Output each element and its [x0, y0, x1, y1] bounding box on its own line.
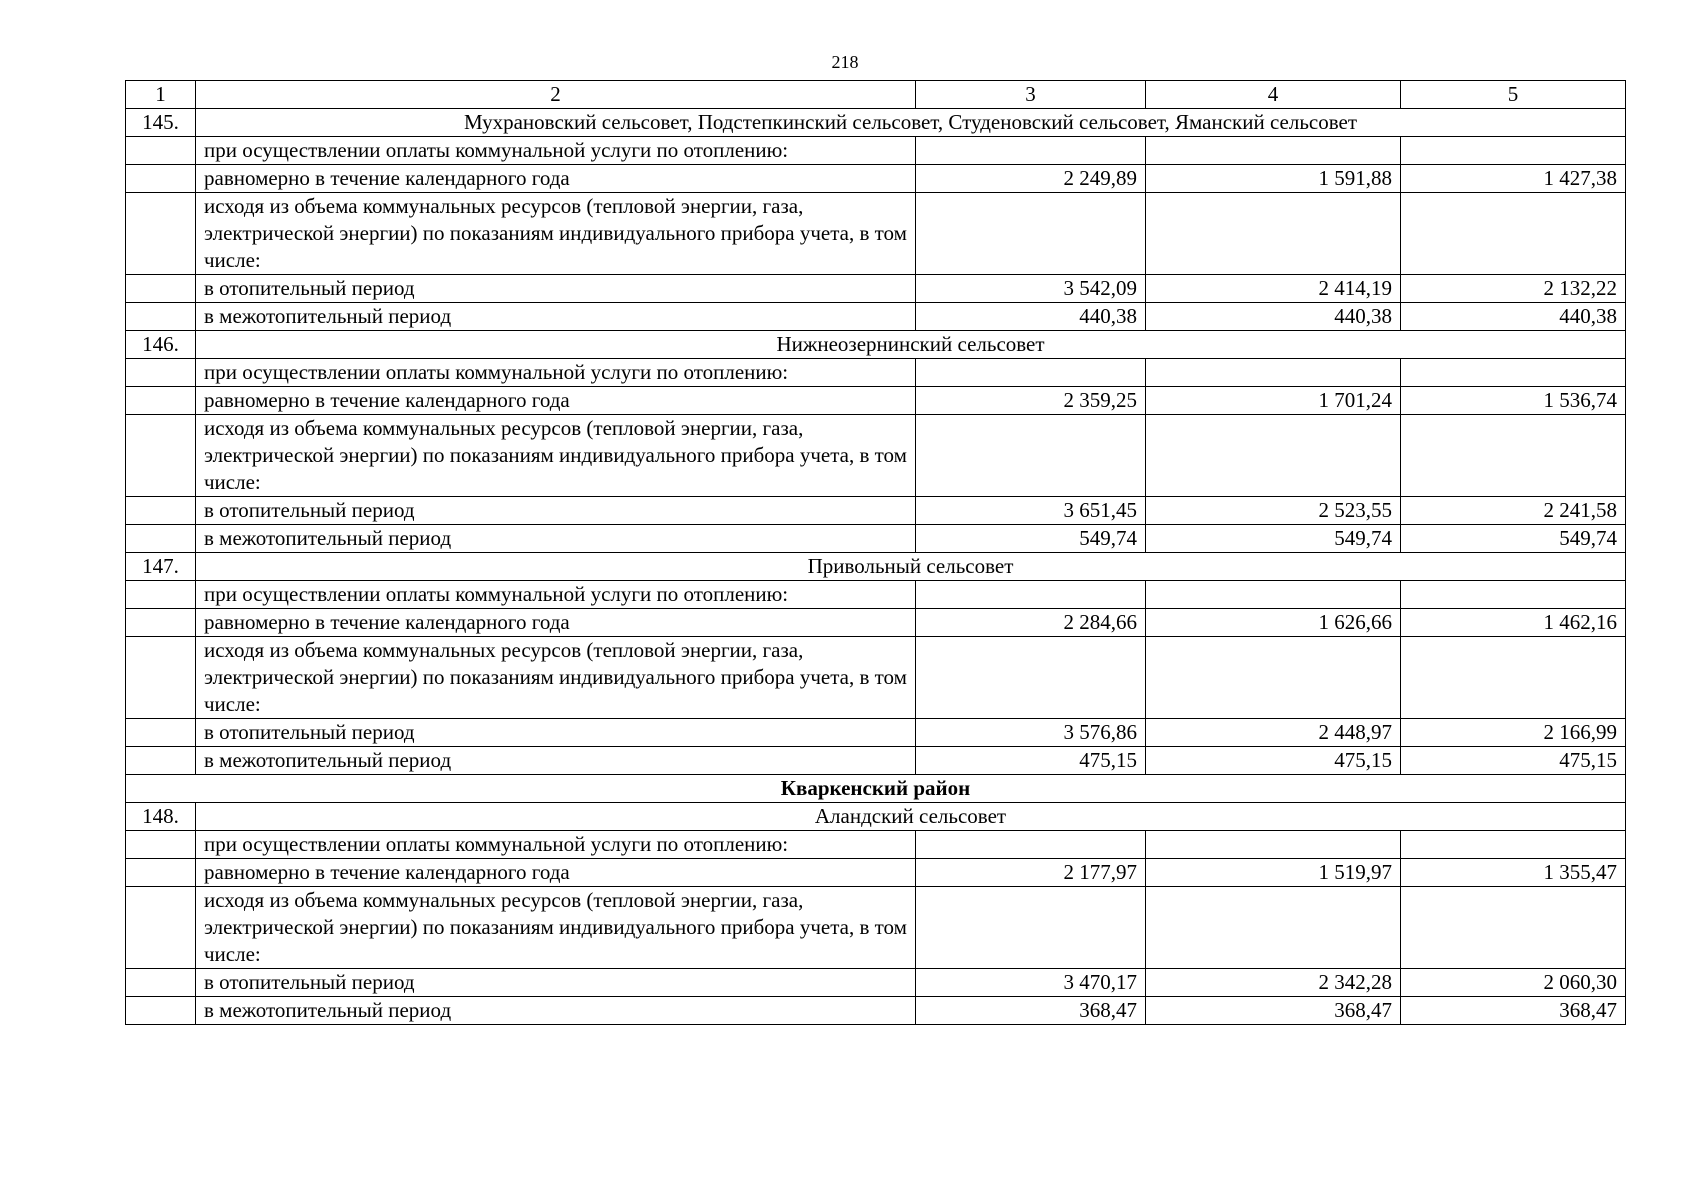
tariff-table	[125, 80, 1626, 1025]
value-col-3: 2 284,66	[916, 609, 1146, 637]
row-number-cell	[126, 609, 196, 637]
row-number-cell	[126, 997, 196, 1025]
value-col-5	[1401, 887, 1626, 969]
table-row	[126, 525, 1626, 553]
district-row	[126, 775, 1626, 803]
value-col-3	[916, 193, 1146, 275]
table-row	[126, 165, 1626, 193]
value-col-4: 2 342,28	[1146, 969, 1401, 997]
table-row	[126, 193, 1626, 275]
value-col-3	[916, 359, 1146, 387]
value-col-4	[1146, 887, 1401, 969]
table-row	[126, 137, 1626, 165]
table-row	[126, 359, 1626, 387]
header-cell-3: 3	[916, 81, 1146, 109]
row-number-cell	[126, 137, 196, 165]
row-label: в отопительный период	[196, 275, 916, 303]
value-col-5	[1401, 193, 1626, 275]
table-row	[126, 387, 1626, 415]
row-label: при осуществлении оплаты коммунальной услуги по отоплению:	[196, 831, 916, 859]
row-label: в межотопительный период	[196, 997, 916, 1025]
row-number-cell	[126, 303, 196, 331]
row-number-cell	[126, 193, 196, 275]
value-col-5: 1 462,16	[1401, 609, 1626, 637]
row-label: исходя из объема коммунальных ресурсов (тепловой энергии, газа, электрической энергии) по показаниям индивидуального прибора учета, в том числе:	[196, 637, 916, 719]
table-row	[126, 747, 1626, 775]
section-number: 146.	[126, 331, 196, 359]
value-col-3: 3 470,17	[916, 969, 1146, 997]
value-col-4: 549,74	[1146, 525, 1401, 553]
row-label: в межотопительный период	[196, 525, 916, 553]
table-body	[126, 81, 1626, 1025]
row-label: равномерно в течение календарного года	[196, 387, 916, 415]
value-col-3: 2 177,97	[916, 859, 1146, 887]
section-title-row	[126, 803, 1626, 831]
table-row	[126, 637, 1626, 719]
value-col-4: 1 591,88	[1146, 165, 1401, 193]
section-title-row	[126, 553, 1626, 581]
section-number: 148.	[126, 803, 196, 831]
value-col-5	[1401, 137, 1626, 165]
value-col-3	[916, 137, 1146, 165]
value-col-5: 2 241,58	[1401, 497, 1626, 525]
table-row	[126, 887, 1626, 969]
row-number-cell	[126, 387, 196, 415]
value-col-4: 2 414,19	[1146, 275, 1401, 303]
header-cell-5: 5	[1401, 81, 1626, 109]
row-label: равномерно в течение календарного года	[196, 859, 916, 887]
value-col-3	[916, 415, 1146, 497]
row-label: в отопительный период	[196, 969, 916, 997]
table-row	[126, 415, 1626, 497]
value-col-5: 2 060,30	[1401, 969, 1626, 997]
value-col-5	[1401, 359, 1626, 387]
value-col-4	[1146, 581, 1401, 609]
value-col-3: 368,47	[916, 997, 1146, 1025]
row-number-cell	[126, 859, 196, 887]
table-row	[126, 581, 1626, 609]
value-col-5	[1401, 637, 1626, 719]
table-row	[126, 275, 1626, 303]
value-col-3: 475,15	[916, 747, 1146, 775]
row-label: исходя из объема коммунальных ресурсов (тепловой энергии, газа, электрической энергии) по показаниям индивидуального прибора учета, в том числе:	[196, 887, 916, 969]
value-col-3: 3 576,86	[916, 719, 1146, 747]
value-col-5	[1401, 581, 1626, 609]
row-label: исходя из объема коммунальных ресурсов (тепловой энергии, газа, электрической энергии) по показаниям индивидуального прибора учета, в том числе:	[196, 415, 916, 497]
row-label: равномерно в течение календарного года	[196, 609, 916, 637]
header-cell-4: 4	[1146, 81, 1401, 109]
row-number-cell	[126, 165, 196, 193]
section-title-row	[126, 109, 1626, 137]
value-col-3	[916, 887, 1146, 969]
row-number-cell	[126, 887, 196, 969]
section-title-row	[126, 331, 1626, 359]
row-label: в межотопительный период	[196, 303, 916, 331]
row-label: в межотопительный период	[196, 747, 916, 775]
section-number: 147.	[126, 553, 196, 581]
table-row	[126, 969, 1626, 997]
value-col-3: 2 249,89	[916, 165, 1146, 193]
value-col-4: 368,47	[1146, 997, 1401, 1025]
value-col-5: 1 536,74	[1401, 387, 1626, 415]
value-col-5: 475,15	[1401, 747, 1626, 775]
row-number-cell	[126, 275, 196, 303]
table-row	[126, 303, 1626, 331]
section-number: 145.	[126, 109, 196, 137]
table-row	[126, 497, 1626, 525]
row-label: при осуществлении оплаты коммунальной услуги по отоплению:	[196, 581, 916, 609]
value-col-5	[1401, 415, 1626, 497]
row-number-cell	[126, 497, 196, 525]
value-col-3	[916, 581, 1146, 609]
value-col-4	[1146, 359, 1401, 387]
value-col-5: 2 166,99	[1401, 719, 1626, 747]
value-col-5: 2 132,22	[1401, 275, 1626, 303]
value-col-4: 1 519,97	[1146, 859, 1401, 887]
row-number-cell	[126, 415, 196, 497]
value-col-3	[916, 637, 1146, 719]
section-title: Привольный сельсовет	[196, 553, 1626, 581]
row-label: равномерно в течение календарного года	[196, 165, 916, 193]
row-number-cell	[126, 747, 196, 775]
row-number-cell	[126, 525, 196, 553]
value-col-5: 549,74	[1401, 525, 1626, 553]
row-number-cell	[126, 831, 196, 859]
value-col-3: 2 359,25	[916, 387, 1146, 415]
page-number: 218	[831, 52, 859, 72]
value-col-3: 440,38	[916, 303, 1146, 331]
row-label: при осуществлении оплаты коммунальной услуги по отоплению:	[196, 137, 916, 165]
value-col-4: 1 626,66	[1146, 609, 1401, 637]
row-number-cell	[126, 969, 196, 997]
header-row	[126, 81, 1626, 109]
value-col-4: 2 448,97	[1146, 719, 1401, 747]
table-row	[126, 859, 1626, 887]
row-label: при осуществлении оплаты коммунальной услуги по отоплению:	[196, 359, 916, 387]
row-label: в отопительный период	[196, 497, 916, 525]
value-col-3: 549,74	[916, 525, 1146, 553]
value-col-4	[1146, 831, 1401, 859]
value-col-4: 1 701,24	[1146, 387, 1401, 415]
table-row	[126, 997, 1626, 1025]
row-label: в отопительный период	[196, 719, 916, 747]
value-col-4	[1146, 137, 1401, 165]
header-cell-2: 2	[196, 81, 916, 109]
value-col-4: 475,15	[1146, 747, 1401, 775]
row-number-cell	[126, 581, 196, 609]
row-number-cell	[126, 719, 196, 747]
table-row	[126, 719, 1626, 747]
value-col-4	[1146, 637, 1401, 719]
value-col-5: 440,38	[1401, 303, 1626, 331]
row-number-cell	[126, 637, 196, 719]
value-col-5: 1 427,38	[1401, 165, 1626, 193]
value-col-3: 3 651,45	[916, 497, 1146, 525]
value-col-4	[1146, 193, 1401, 275]
table-row	[126, 609, 1626, 637]
row-number-cell	[126, 359, 196, 387]
section-title: Мухрановский сельсовет, Подстепкинский сельсовет, Студеновский сельсовет, Яманский сельсовет	[196, 109, 1626, 137]
value-col-5: 1 355,47	[1401, 859, 1626, 887]
value-col-3: 3 542,09	[916, 275, 1146, 303]
value-col-4: 2 523,55	[1146, 497, 1401, 525]
value-col-5: 368,47	[1401, 997, 1626, 1025]
value-col-4	[1146, 415, 1401, 497]
header-cell-1: 1	[126, 81, 196, 109]
section-title: Аландский сельсовет	[196, 803, 1626, 831]
value-col-5	[1401, 831, 1626, 859]
value-col-4: 440,38	[1146, 303, 1401, 331]
row-label: исходя из объема коммунальных ресурсов (тепловой энергии, газа, электрической энергии) по показаниям индивидуального прибора учета, в том числе:	[196, 193, 916, 275]
table-row	[126, 831, 1626, 859]
section-title: Нижнеозернинский сельсовет	[196, 331, 1626, 359]
value-col-3	[916, 831, 1146, 859]
district-title: Кваркенский район	[126, 775, 1626, 803]
